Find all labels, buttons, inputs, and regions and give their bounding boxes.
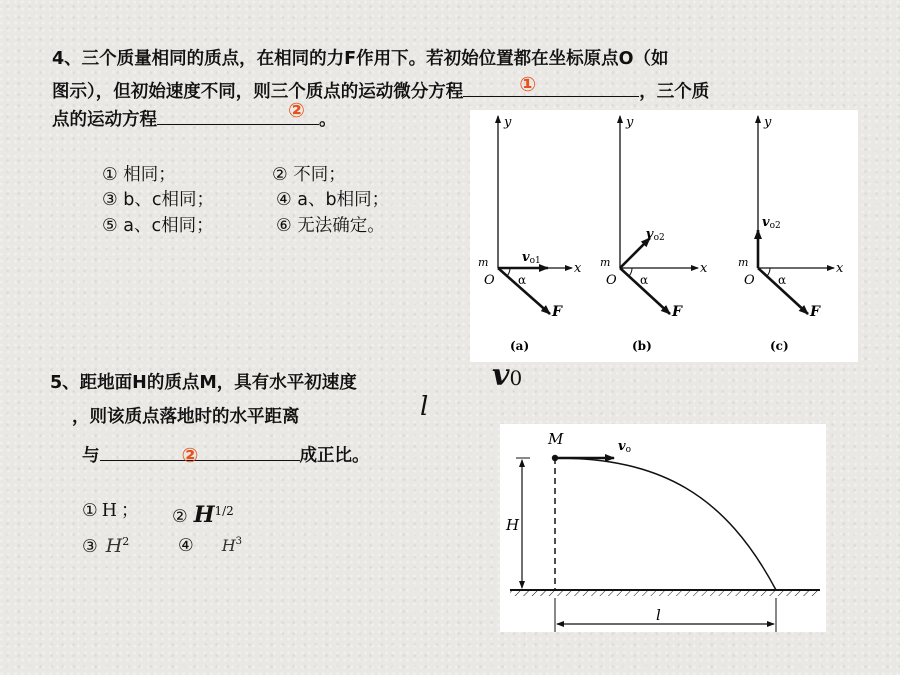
q5-option-1-sep: ； — [120, 501, 139, 521]
q5-line-2: ，则该质点落地时的水平距离 — [72, 407, 300, 427]
q4-option-3: ③ b、c相同； — [102, 190, 214, 210]
panel-c-velocity-label: vo2 — [762, 215, 781, 231]
q5-option-4-num: ④ — [178, 535, 194, 556]
q5-option-1-value: H — [101, 501, 117, 521]
panel-a-force-label: F — [552, 304, 562, 320]
panel-b-origin-label: O — [606, 273, 617, 288]
q4-figure-svg — [470, 110, 858, 362]
q5-line-3-tail: 成正比。 — [299, 446, 370, 466]
panel-b-angle-label: α — [640, 273, 649, 287]
q5-line-3-text: 与 — [82, 446, 100, 466]
panel-c-angle-label: α — [778, 273, 787, 287]
q5-option-3-base: H — [105, 534, 123, 557]
q4-answer-1: ① — [519, 72, 537, 96]
q4-option-5: ⑤ a、c相同； — [102, 216, 214, 236]
panel-b-caption: (b) — [632, 339, 652, 353]
panel-a-caption: (a) — [510, 339, 530, 353]
panel-a-origin-label: O — [484, 273, 495, 288]
q5-option-2-base: H — [193, 501, 215, 528]
panel-b-mass-label: m — [600, 256, 611, 269]
q4-option-4: ④ a、b相同； — [276, 190, 390, 210]
q5-option-2-num: ② — [172, 506, 188, 527]
q4-blank-1 — [463, 72, 639, 97]
panel-c — [738, 115, 844, 353]
q4-option-2: ② 不同； — [272, 165, 346, 185]
panel-c-origin-label: O — [744, 273, 755, 288]
q5-l-symbol: l — [420, 392, 429, 422]
q4-line-3-tail: 。 — [319, 110, 337, 130]
q5-option-3-num: ③ — [82, 536, 98, 557]
q5-option-1-num: ① — [82, 501, 98, 521]
trajectory-curve — [555, 458, 776, 590]
q5-figure-svg — [500, 424, 826, 632]
q5-option-2-exp: 1/2 — [214, 504, 234, 518]
q5-option-4-base: H — [221, 535, 236, 555]
panel-b-force-label: F — [672, 304, 682, 320]
q5-option-3-exp: 2 — [122, 535, 130, 548]
height-label: H — [506, 516, 520, 534]
q5-answer: ② — [181, 443, 199, 467]
q5-line-3 — [82, 440, 370, 469]
panel-c-mass-label: m — [738, 256, 749, 269]
q5-v0-subscript: 0 — [509, 366, 523, 390]
panel-a-mass-label: m — [478, 256, 489, 269]
velocity-label: vo — [618, 439, 631, 455]
q4-figure — [470, 110, 858, 362]
panel-b — [600, 115, 708, 353]
q5-line-1: 5、距地面H的质点M，具有水平初速度 — [50, 373, 357, 393]
q5-blank — [100, 440, 300, 467]
panel-a-x-label: x — [574, 261, 582, 276]
q5-option-3 — [82, 530, 129, 559]
panel-a-y-label: y — [504, 115, 512, 130]
q5-figure — [500, 424, 826, 632]
panel-c-x-label: x — [836, 261, 844, 276]
panel-c-y-label: y — [764, 115, 772, 130]
q5-option-4-exp: 3 — [235, 536, 243, 547]
panel-c-caption: (c) — [770, 339, 789, 353]
q4-option-1: ① 相同； — [102, 165, 176, 185]
q4-option-6: ⑥ 无法确定。 — [276, 216, 385, 236]
q4-answer-2: ② — [288, 98, 305, 122]
q5-v0-letter: v — [492, 358, 510, 393]
q4-line-2-text: 图示），但初始速度不同，则三个质点的运动微分方程 — [52, 82, 464, 102]
q4-line-2-tail: ，三个质 — [639, 82, 710, 102]
q5-option-4 — [178, 530, 242, 558]
q4-line-3 — [52, 104, 337, 133]
panel-b-velocity-label: vo2 — [646, 227, 665, 243]
panel-b-y-label: y — [626, 115, 634, 130]
distance-label: l — [656, 606, 661, 624]
q5-v0-symbol — [492, 358, 522, 393]
point-m-label: M — [548, 430, 564, 448]
q4-line-2 — [52, 72, 710, 105]
panel-b-x-label: x — [700, 261, 708, 276]
panel-a-velocity-label: vo1 — [522, 250, 541, 266]
q5-option-2 — [172, 500, 234, 529]
panel-a-angle-label: α — [518, 273, 527, 287]
q5-option-1 — [82, 500, 138, 523]
q4-blank-2 — [157, 104, 319, 125]
panel-c-force-label: F — [810, 304, 820, 320]
panel-a — [478, 115, 582, 353]
q4-line-3-text: 点的运动方程 — [52, 110, 157, 130]
q4-line-1: 4、三个质量相同的质点，在相同的力F作用下。若初始位置都在坐标原点O（如 — [52, 49, 669, 69]
